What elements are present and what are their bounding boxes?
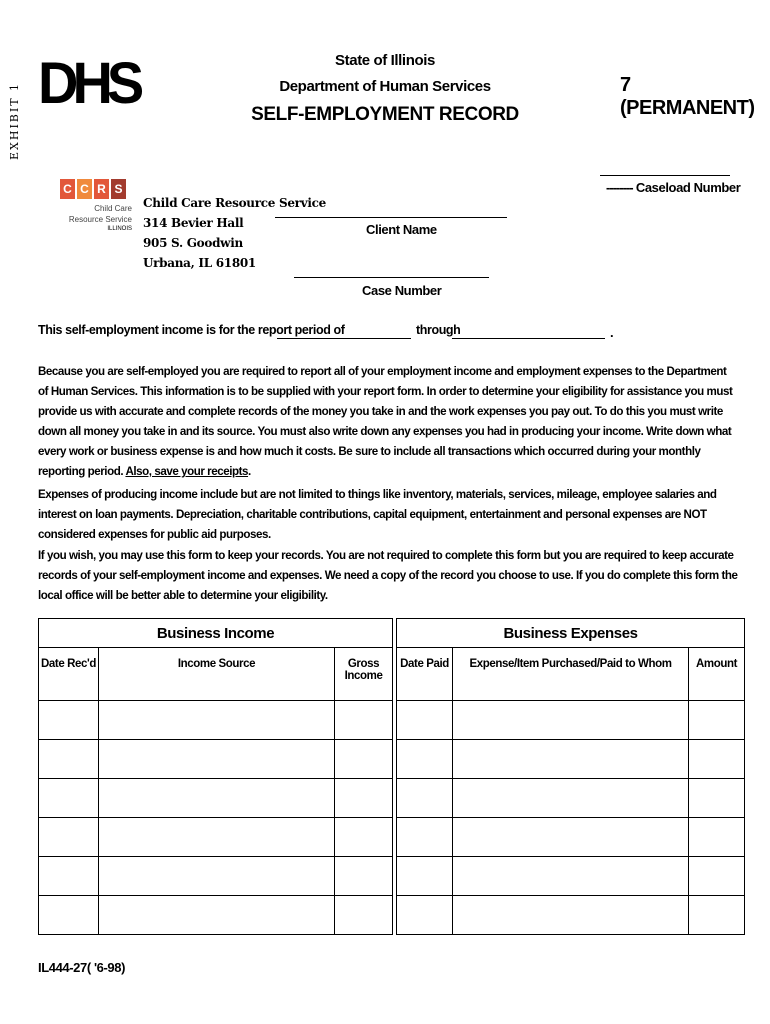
case-number-line[interactable] — [294, 277, 489, 278]
table-row — [39, 740, 745, 779]
office-street2: 905 S. Goodwin — [143, 236, 243, 250]
caseload-number-label: -------- Caseload Number — [606, 180, 741, 195]
col-expense-item: Expense/Item Purchased/Paid to Whom — [453, 648, 689, 701]
receipts-emphasis: Also, save your receipts — [125, 465, 249, 478]
table-row — [39, 701, 745, 740]
report-period-through-label: through — [416, 323, 461, 337]
date-paid-cell[interactable] — [397, 701, 453, 740]
ccrs-letter: C — [60, 179, 75, 199]
table-row — [39, 818, 745, 857]
report-period-start-line[interactable] — [277, 338, 411, 339]
income-source-cell[interactable] — [99, 818, 335, 857]
department-title: Department of Human Services — [279, 78, 491, 95]
instructions-paragraph: Because you are self-employed you are required to report all of your employment income and employment expenses to the Department of Human Services. This information is to be supplied with your report form. In order to determine your eligibility for assistance you must provide us with accurate and complete records of the money you take in and the work expenses you pay out. To do this you must write down all money you take in and its source. You must also write down any expenses you had in producing your income. Write down what every work or business expense is and how much it costs. Be sure to include all transactions which occurred during your monthly reporting period. Also, save your receipts. — [38, 365, 733, 478]
ccrs-letter: S — [111, 179, 126, 199]
date-recd-cell[interactable] — [39, 818, 99, 857]
gross-income-cell[interactable] — [335, 740, 393, 779]
optional-form-paragraph: If you wish, you may use this form to keep your records. You are not required to complete this form but you are required to keep accurate records of your self-employment income and expenses. We need a copy of the record you choose to use. If you do complete this form the local office will be better able to determine your eligibility. — [38, 549, 738, 602]
date-paid-cell[interactable] — [397, 779, 453, 818]
ccrs-state-mark: ILLINOIS — [107, 226, 132, 232]
office-name: Child Care Resource Service — [143, 196, 326, 210]
business-expenses-header: Business Expenses — [397, 619, 745, 648]
date-recd-cell[interactable] — [39, 896, 99, 935]
self-employment-record-table — [38, 618, 745, 935]
income-source-cell[interactable] — [99, 896, 335, 935]
ccrs-letter: C — [77, 179, 92, 199]
gross-income-cell[interactable] — [335, 818, 393, 857]
income-source-cell[interactable] — [99, 701, 335, 740]
business-income-header: Business Income — [39, 619, 393, 648]
dhs-logo: DHS — [38, 49, 139, 116]
report-period-end-line[interactable] — [452, 338, 605, 339]
amount-cell[interactable] — [689, 740, 745, 779]
expense-item-cell[interactable] — [453, 740, 689, 779]
state-title: State of Illinois — [335, 52, 435, 69]
date-paid-cell[interactable] — [397, 740, 453, 779]
caseload-number-line[interactable] — [600, 175, 730, 176]
amount-cell[interactable] — [689, 701, 745, 740]
case-number-label: Case Number — [362, 283, 442, 298]
form-code: 7 (PERMANENT) — [620, 74, 755, 119]
col-income-source: Income Source — [99, 648, 335, 701]
gross-income-cell[interactable] — [335, 896, 393, 935]
table-row — [39, 779, 745, 818]
ccrs-line2: Resource Service — [68, 215, 132, 224]
client-name-label: Client Name — [366, 222, 437, 237]
instructions-text: Because you are self-employed you are required to report all of your employment income and employment expenses to the Department of Human Services. This information is to be supplied with your report form. In order to determine your eligibility for assistance you must provide us with accurate and complete records of the money you take in and the work expenses you pay out. To do this you must write down all money you take in and its source. You must also write down any expenses you had in producing your income. Write down what every work or business expense is and how much it costs. Be sure to include all transactions which occurred during your monthly reporting period. — [38, 365, 733, 478]
ccrs-line1: Child Care — [94, 204, 132, 213]
ccrs-logo — [60, 179, 132, 249]
gross-income-cell[interactable] — [335, 857, 393, 896]
expense-item-cell[interactable] — [453, 818, 689, 857]
expense-item-cell[interactable] — [453, 701, 689, 740]
income-source-cell[interactable] — [99, 779, 335, 818]
date-paid-cell[interactable] — [397, 857, 453, 896]
income-source-cell[interactable] — [99, 857, 335, 896]
gross-income-cell[interactable] — [335, 779, 393, 818]
expenses-paragraph: Expenses of producing income include but are not limited to things like inventory, materials, services, mileage, employee salaries and interest on loan payments. Depreciation, charitable contributions, capital equipment, entertainment and personal expenses are NOT considered expenses for public aid purposes. — [38, 488, 717, 541]
date-paid-cell[interactable] — [397, 818, 453, 857]
report-period-end-mark: . — [610, 325, 614, 340]
ccrs-letters — [60, 179, 132, 199]
date-paid-cell[interactable] — [397, 896, 453, 935]
date-recd-cell[interactable] — [39, 740, 99, 779]
office-city: Urbana, IL 61801 — [143, 256, 256, 270]
col-date-paid: Date Paid — [397, 648, 453, 701]
gross-income-cell[interactable] — [335, 701, 393, 740]
expense-item-cell[interactable] — [453, 857, 689, 896]
col-amount: Amount — [689, 648, 745, 701]
col-date-recd: Date Rec'd — [39, 648, 99, 701]
table-row — [39, 857, 745, 896]
expense-item-cell[interactable] — [453, 779, 689, 818]
office-address — [143, 193, 326, 273]
date-recd-cell[interactable] — [39, 779, 99, 818]
ccrs-letter: R — [94, 179, 109, 199]
amount-cell[interactable] — [689, 818, 745, 857]
amount-cell[interactable] — [689, 896, 745, 935]
date-recd-cell[interactable] — [39, 701, 99, 740]
expense-item-cell[interactable] — [453, 896, 689, 935]
form-title: SELF-EMPLOYMENT RECORD — [251, 104, 519, 125]
client-name-line[interactable] — [275, 217, 507, 218]
amount-cell[interactable] — [689, 779, 745, 818]
footer-form-code: IL444-27( '6-98) — [38, 960, 126, 975]
office-street1: 314 Bevier Hall — [143, 216, 244, 230]
date-recd-cell[interactable] — [39, 857, 99, 896]
col-gross-income: Gross Income — [335, 648, 393, 701]
report-period-label: This self-employment income is for the report period of — [38, 323, 345, 337]
amount-cell[interactable] — [689, 857, 745, 896]
table-row — [39, 896, 745, 935]
income-source-cell[interactable] — [99, 740, 335, 779]
exhibit-stamp: EXHIBIT 1 — [8, 81, 21, 160]
